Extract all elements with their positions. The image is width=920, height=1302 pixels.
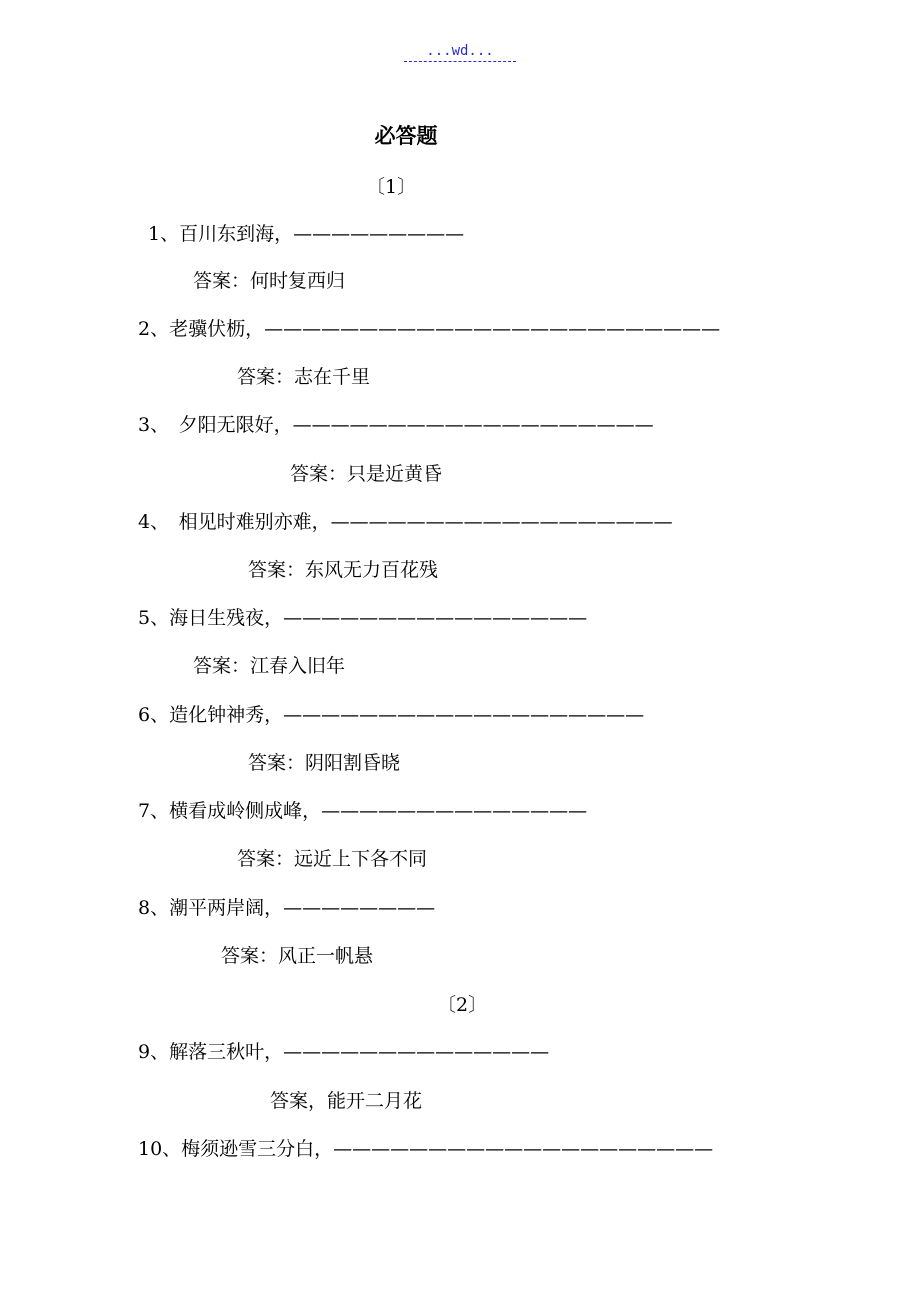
section-label-1: 〔1〕 [366, 176, 417, 198]
question-9: 9、解落三秋叶，—————————————— [138, 1041, 550, 1063]
question-6: 6、造化钟神秀，——————————————————— [138, 704, 645, 726]
answer-2: 答案：志在千里 [237, 366, 371, 388]
answer-5: 答案：江春入旧年 [193, 655, 346, 677]
answer-6: 答案：阴阳割昏晓 [248, 752, 401, 774]
header-link[interactable]: ...wd... [404, 42, 516, 62]
question-8: 8、潮平两岸阔，———————— [138, 897, 436, 919]
answer-4: 答案：东风无力百花残 [248, 559, 439, 581]
question-3: 3、 夕阳无限好，——————————————————— [138, 414, 654, 436]
page-title: 必答题 [374, 124, 438, 148]
answer-9: 答案，能开二月花 [270, 1090, 423, 1112]
answer-3: 答案：只是近黄昏 [290, 463, 443, 485]
question-2: 2、老骥伏枥，———————————————————————— [138, 318, 721, 340]
question-5: 5、海日生残夜，———————————————— [138, 607, 588, 629]
question-10: 10、梅须逊雪三分白，———————————————————— [138, 1138, 714, 1160]
section-label-2: 〔2〕 [437, 994, 488, 1016]
answer-1: 答案：何时复西归 [193, 270, 346, 292]
question-1: 1、百川东到海，————————— [148, 223, 465, 245]
question-4: 4、 相见时难别亦难，—————————————————— [138, 511, 673, 533]
answer-8: 答案：风正一帆悬 [221, 945, 374, 967]
question-7: 7、横看成岭侧成峰，—————————————— [138, 800, 588, 822]
answer-7: 答案：远近上下各不同 [237, 848, 428, 870]
